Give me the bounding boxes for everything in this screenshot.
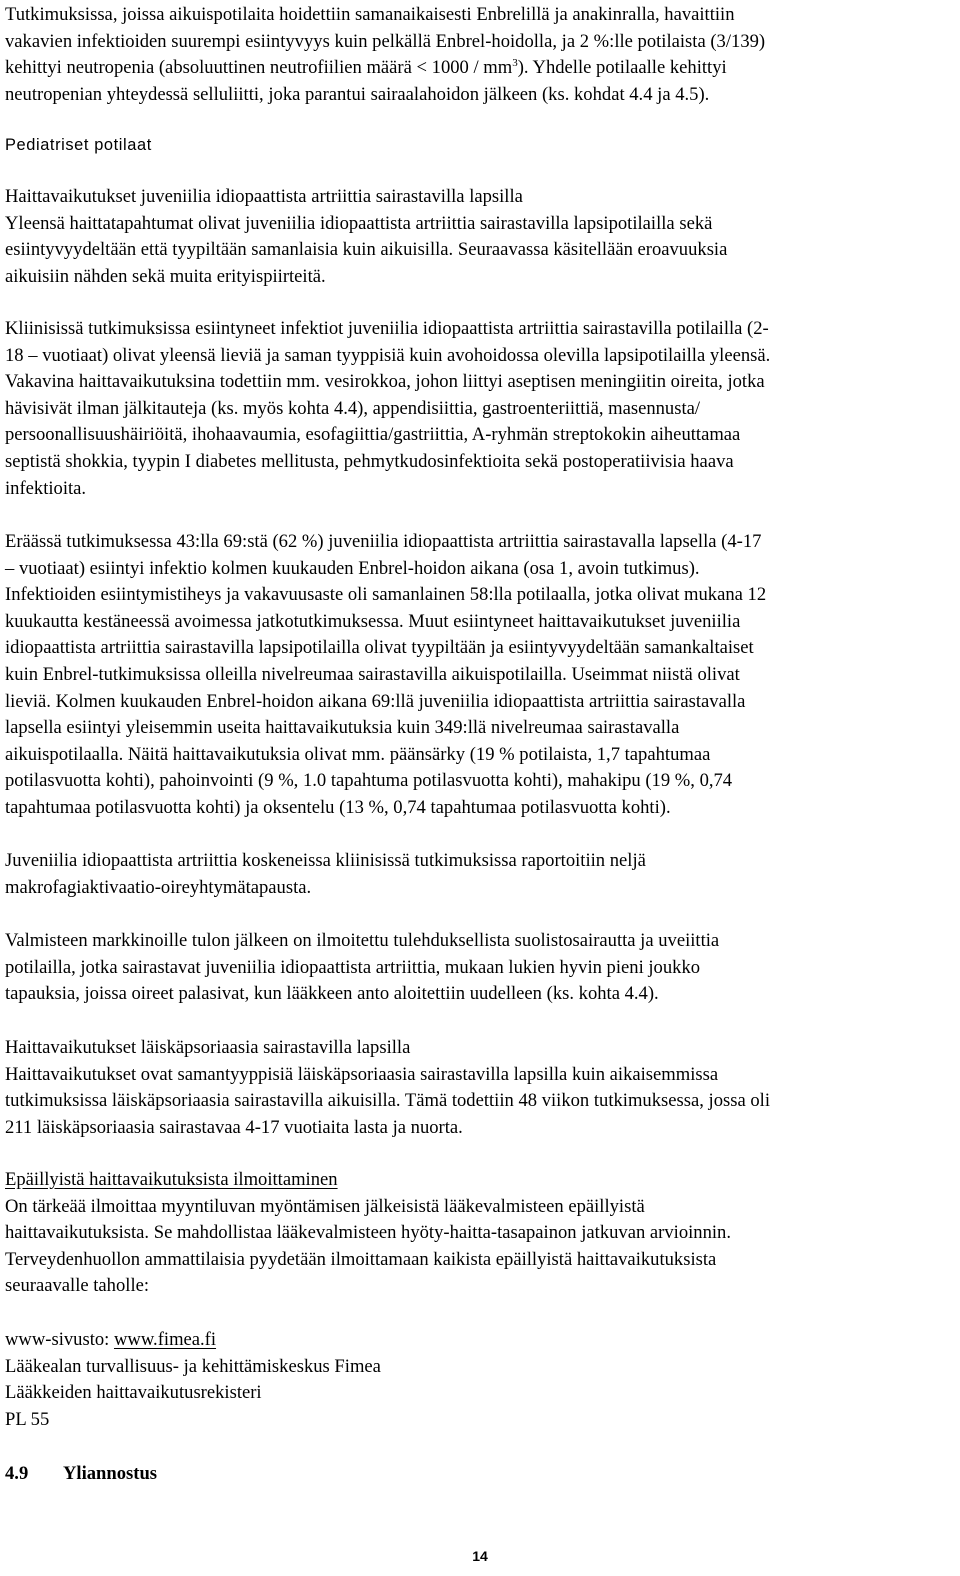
text-line: septistä shokkia, tyypin I diabetes mellitusta, pehmytkudosinfektioita sekä postoperatiivisia haava bbox=[5, 450, 734, 472]
text-line: hävisivät ilman jälkitauteja (ks. myös kohta 4.4), appendisiittia, gastroenteriittiä, masennusta/ bbox=[5, 397, 701, 419]
psoriasis-subheading: Haittavaikutukset läiskäpsoriaasia sairastavilla lapsilla bbox=[5, 1037, 411, 1058]
text-line: tutkimuksissa läiskäpsoriaasia sairastavilla aikuisilla. Tämä todettiin 48 viikon tutkimuksessa, jossa oli bbox=[5, 1090, 770, 1112]
text-line: kuukautta kestäneessä avoimessa jatkotutkimuksessa. Muut esiintyneet haittavaikutukset juveniilia bbox=[5, 610, 741, 632]
pediatric-paragraph-2 bbox=[5, 316, 955, 502]
text-line: 18 – vuotiaat) olivat yleensä lieviä ja saman tyyppisiä kuin avohoidossa olevilla lapsipotilailla yleensä. bbox=[5, 344, 771, 366]
pediatric-paragraph-5 bbox=[5, 928, 955, 1008]
text-line: On tärkeää ilmoittaa myyntiluvan myöntämisen jälkeisistä lääkevalmisteen epäillyistä bbox=[5, 1195, 645, 1217]
text-line: vakavien infektioiden suurempi esiintyvyys kuin pelkällä Enbrel-hoidolla, ja 2 %:lle potilaista (3/139) bbox=[5, 30, 766, 52]
psoriasis-section bbox=[5, 1035, 955, 1141]
text-line: seuraavalle taholle: bbox=[5, 1275, 150, 1297]
text-line: Juveniilia idiopaattista artriittia koskeneissa kliinisissä tutkimuksissa raportoitiin neljä bbox=[5, 850, 646, 871]
address-line: Lääkealan turvallisuus- ja kehittämiskeskus Fimea bbox=[5, 1355, 381, 1377]
text-line: Vakavina haittavaikutuksina todettiin mm. vesirokkoa, johon liittyi aseptisen meningiitin oireita, jotka bbox=[5, 371, 765, 393]
text-line: lieviä. Kolmen kuukauden Enbrel-hoidon aikana 69:llä juveniilia idiopaattista artriittia sairastavalla bbox=[5, 690, 746, 712]
website-line: www-sivusto: www.fimea.fi bbox=[5, 1329, 217, 1350]
text-line: esiintyvyydeltään että tyypiltään samanlaisia kuin aikuisilla. Seuraavassa käsitellään eroavuuksia bbox=[5, 239, 728, 261]
text-line: lapsella esiintyi yleisemmin useita haittavaikutuksia kuin 349:llä nivelreumaa sairastavalla bbox=[5, 717, 680, 739]
pediatric-heading: Pediatriset potilaat bbox=[5, 136, 152, 154]
reporting-heading: Epäillyistä haittavaikutuksista ilmoittaminen bbox=[5, 1169, 338, 1190]
section-heading bbox=[5, 1461, 955, 1488]
section-number: 4.9 bbox=[5, 1463, 29, 1484]
text-line: – vuotiaat) esiintyi infektio kolmen kuukauden Enbrel-hoidon aikana (osa 1, avoin tutkimus). bbox=[5, 557, 700, 579]
text-line: Yleensä haittatapahtumat olivat juveniilia idiopaattista artriittia sairastavilla lapsipotilailla sekä bbox=[5, 212, 713, 234]
pediatric-paragraph-1 bbox=[5, 184, 955, 290]
pediatric-paragraph-4 bbox=[5, 848, 955, 901]
pediatric-heading-block bbox=[5, 132, 955, 159]
pediatric-paragraph-3 bbox=[5, 529, 955, 822]
text-line: haittavaikutuksista. Se mahdollistaa lääkevalmisteen hyöty-haitta-tasapainon jatkuvan arvioinnin. bbox=[5, 1222, 731, 1244]
section-title: Yliannostus bbox=[63, 1463, 158, 1484]
text-line: Tutkimuksissa, joissa aikuispotilaita hoidettiin samanaikaisesti Enbrelillä ja anakinralla, havaittiin bbox=[5, 4, 735, 25]
text-line: kehittyi neutropenia (absoluuttinen neutrofiilien määrä < $1000 / mm^3$). Yhdelle potilaalle kehittyi bbox=[5, 57, 727, 79]
text-line: potilasvuotta kohti), pahoinvointi (9 %, 1.0 tapahtuma potilasvuotta kohti), mahakipu (19 %, 0,74 bbox=[5, 770, 733, 792]
reporting-section bbox=[5, 1167, 955, 1300]
text-line: tapahtumaa potilasvuotta kohti) ja oksentelu (13 %, 0,74 tapahtumaa potilasvuotta kohti). bbox=[5, 796, 671, 818]
text-line: kuin Enbrel-tutkimuksissa olleilla nivelreumaa sairastavilla aikuispotilailla. Useimmat niistä olivat bbox=[5, 663, 740, 685]
text-line: Eräässä tutkimuksessa 43:lla 69:stä (62 %) juveniilia idiopaattista artriittia sairastavalla lapsella (4-17 bbox=[5, 531, 762, 552]
fimea-link[interactable]: www.fimea.fi bbox=[113, 1329, 217, 1350]
text-line: persoonallisuushäiriöitä, ihohaavaumia, esofagiittia/gastriittia, A-ryhmän streptokokin aiheuttamaa bbox=[5, 424, 741, 446]
page-number: 14 bbox=[472, 1548, 488, 1564]
text-line: potilailla, jotka sairastavat juveniilia idiopaattista artriittia, mukaan lukien hyvin pieni joukko bbox=[5, 956, 701, 978]
text-line: infektioita. bbox=[5, 477, 87, 499]
text-line: Valmisteen markkinoille tulon jälkeen on ilmoitettu tulehduksellista suolistosairautta ja uveiittia bbox=[5, 930, 720, 951]
text-line: makrofagiaktivaatio-oireyhtymätapausta. bbox=[5, 876, 312, 898]
text-line: Infektioiden esiintymistiheys ja vakavuusaste oli samanlainen 58:lla potilaalla, jotka olivat mukana 12 bbox=[5, 584, 767, 606]
text-line: aikuispotilaalla. Näitä haittavaikutuksia olivat mm. päänsärky (19 % potilaista, 1,7 tapahtumaa bbox=[5, 743, 711, 765]
address-line: Lääkkeiden haittavaikutusrekisteri bbox=[5, 1382, 262, 1404]
text-line: neutropenian yhteydessä selluliitti, joka parantui sairaalahoidon jälkeen (ks. kohdat 4.4 ja 4.5). bbox=[5, 83, 710, 105]
address-line: PL 55 bbox=[5, 1408, 50, 1430]
text-line: aikuisiin nähden sekä muita erityispiirteitä. bbox=[5, 265, 326, 287]
text-line: idiopaattista artriittia sairastavilla lapsipotilailla olivat tyypiltään ja esiintyvyydeltään samankaltaiset bbox=[5, 637, 754, 659]
text-line: 211 läiskäpsoriaasia sairastavaa 4-17 vuotiaita lasta ja nuorta. bbox=[5, 1116, 463, 1138]
text-line: Haittavaikutukset ovat samantyyppisiä läiskäpsoriaasia sairastavilla lapsilla kuin aikaisemmissa bbox=[5, 1063, 719, 1085]
intro-paragraph bbox=[5, 2, 955, 108]
pediatric-subheading: Haittavaikutukset juveniilia idiopaattista artriittia sairastavilla lapsilla bbox=[5, 186, 523, 207]
reporting-address bbox=[5, 1327, 955, 1433]
text-line: tapauksia, joissa oireet palasivat, kun lääkkeen anto aloitettiin uudelleen (ks. kohta 4.4). bbox=[5, 983, 659, 1005]
text-line: Terveydenhuollon ammattilaisia pyydetään ilmoittamaan kaikista epäillyistä haittavaikutuksista bbox=[5, 1248, 717, 1270]
text-line: Kliinisissä tutkimuksissa esiintyneet infektiot juveniilia idiopaattista artriittia sairastavilla potilailla (2- bbox=[5, 318, 769, 339]
